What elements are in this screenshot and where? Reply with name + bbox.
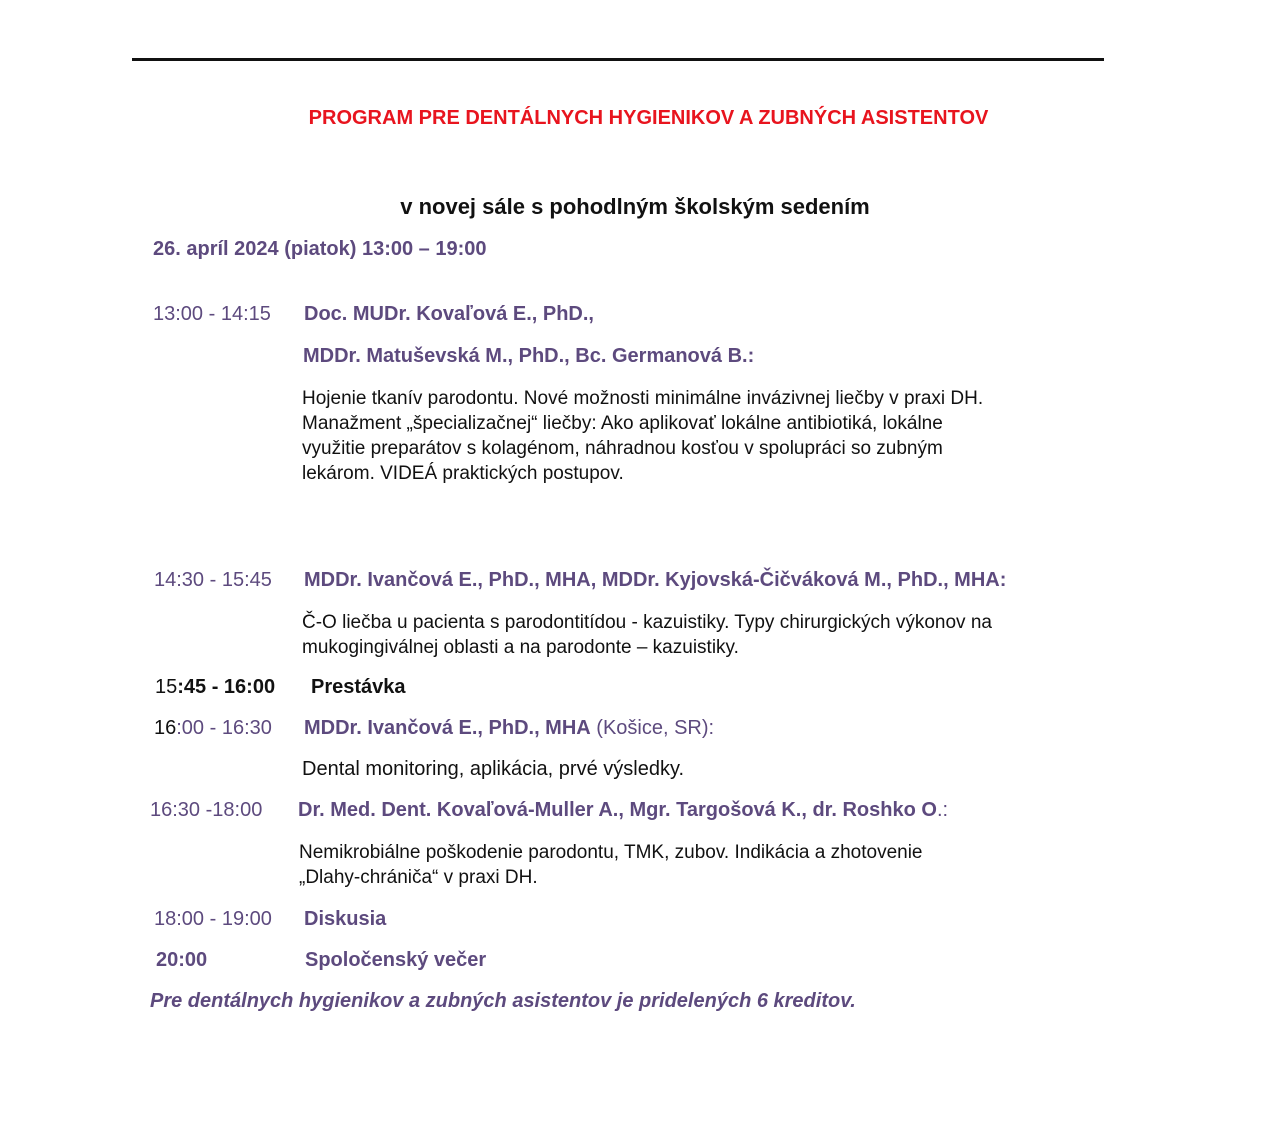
- session-4-desc-line-1: Nemikrobiálne poškodenie parodontu, TMK, zubov. Indikácia a zhotovenie: [299, 842, 923, 863]
- session-4-desc-line-2: „Dlahy-chrániča“ v praxi DH.: [299, 867, 538, 888]
- evening-title: Spoločenský večer: [305, 949, 487, 971]
- session-2-time: 14:30 - 15:45: [154, 569, 272, 591]
- evening-time: 20:00: [156, 949, 208, 971]
- session-3-time: [154, 717, 272, 740]
- session-1-speakers-line-2: MDDr. Matuševská M., PhD., Bc. Germanová B.:: [303, 345, 755, 367]
- discussion-title: Diskusia: [304, 908, 387, 930]
- break-title: Prestávka: [311, 676, 406, 698]
- session-4-time: 16:30 -18:00: [150, 799, 263, 821]
- session-1-desc-line-4: lekárom. VIDEÁ praktických postupov.: [302, 463, 624, 484]
- session-3-time-rest: :00 - 16:30: [176, 717, 272, 739]
- session-3-location: (Košice, SR):: [590, 717, 715, 739]
- session-1-desc-line-3: využitie preparátov s kolagénom, náhradnou kosťou v spolupráci so zubným: [302, 438, 943, 459]
- session-2-description: [302, 610, 992, 660]
- header-rule: [132, 58, 1104, 61]
- session-3-description: Dental monitoring, aplikácia, prvé výsledky.: [302, 758, 685, 780]
- session-2-desc-line-2: mukogingiválnej oblasti a na parodonte – kazuistiky.: [302, 637, 739, 658]
- session-4-speakers-line: [298, 799, 948, 822]
- session-1-desc-line-2: Manažment „špecializačnej“ liečby: Ako aplikovať lokálne antibiotiká, lokálne: [302, 413, 943, 434]
- program-title: PROGRAM PRE DENTÁLNYCH HYGIENIKOV A ZUBNÝCH ASISTENTOV: [308, 107, 989, 129]
- session-4-speakers: Dr. Med. Dent. Kovaľová-Muller A., Mgr. Targošová K., dr. Roshko O: [298, 799, 937, 821]
- session-2-desc-line-1: Č-O liečba u pacienta s parodontitídou - kazuistiky. Typy chirurgických výkonov na: [302, 612, 992, 633]
- break-time-hour: 15: [155, 676, 178, 698]
- session-1-description: [302, 386, 1088, 486]
- break-time: [155, 676, 275, 699]
- session-3-speakers: MDDr. Ivančová E., PhD., MHA: [304, 717, 591, 739]
- break-time-rest: :45 - 16:00: [177, 676, 276, 698]
- session-1-speakers-line-1: Doc. MUDr. Kovaľová E., PhD.,: [304, 303, 594, 325]
- session-3-time-hour: 16: [154, 717, 177, 739]
- session-4-description: [299, 840, 923, 890]
- discussion-time: 18:00 - 19:00: [154, 908, 272, 930]
- credits-note: Pre dentálnych hygienikov a zubných asistentov je pridelených 6 kreditov.: [150, 990, 856, 1012]
- date-line: 26. apríl 2024 (piatok) 13:00 – 19:00: [153, 238, 487, 260]
- program-subtitle: v novej sále s pohodlným školským sedením: [400, 194, 870, 219]
- session-4-speakers-end: .:: [936, 799, 949, 821]
- session-2-speakers: MDDr. Ivančová E., PhD., MHA, MDDr. Kyjovská-Čičváková M., PhD., MHA:: [304, 569, 1007, 591]
- session-3-speakers-line: [304, 717, 714, 740]
- session-1-time: 13:00 - 14:15: [153, 303, 271, 325]
- session-1-desc-line-1: Hojenie tkanív parodontu. Nové možnosti minimálne invázivnej liečby v praxi DH.: [302, 388, 984, 409]
